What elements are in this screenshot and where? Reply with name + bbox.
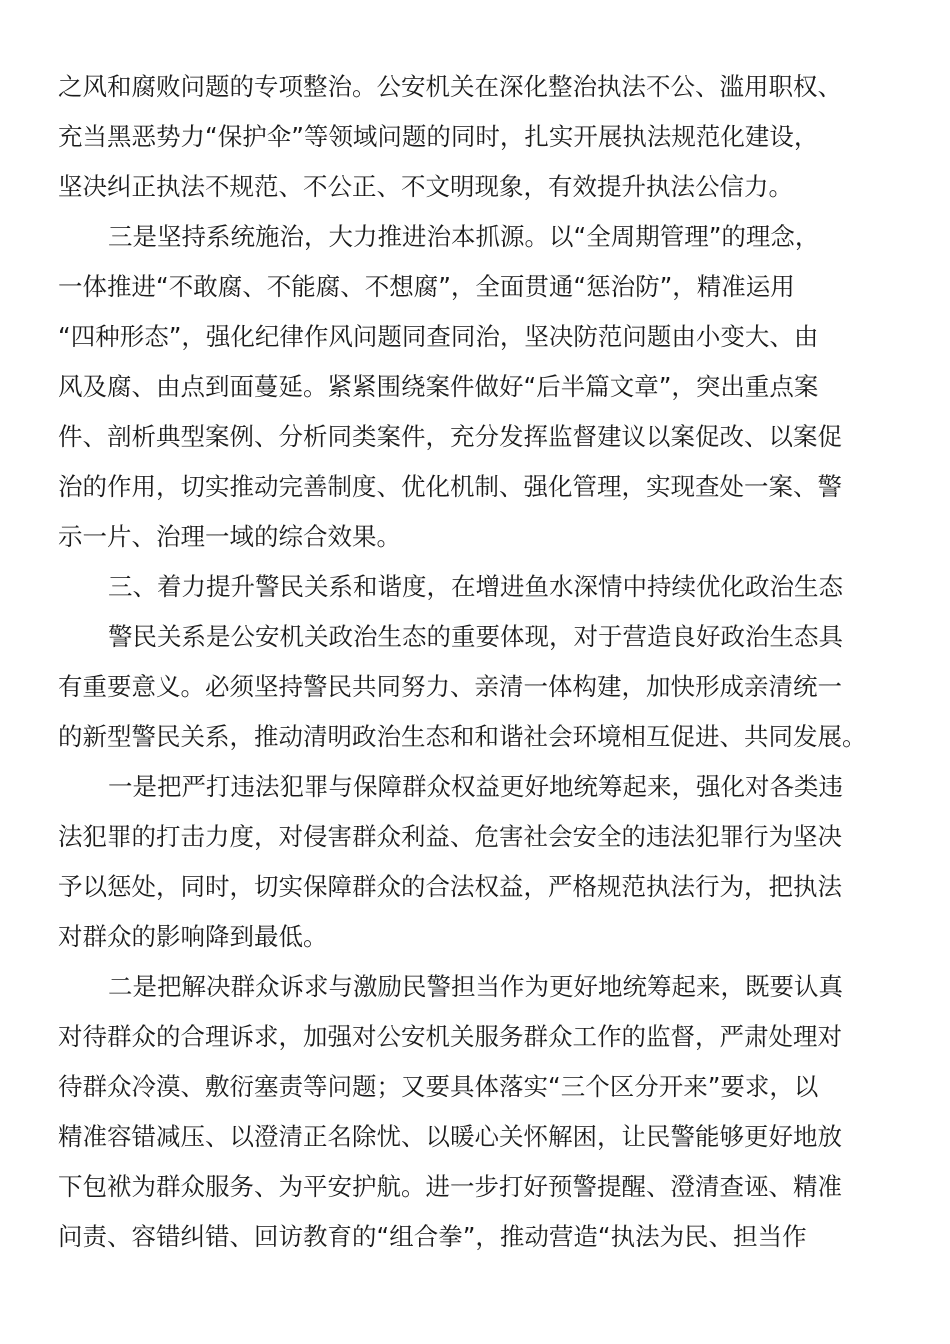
text-line: 一是把严打违法犯罪与保障群众权益更好地统筹起来，强化对各类违 <box>108 772 843 801</box>
text-line: 下包袱为群众服务、为平安护航。进一步打好预警提醒、澄清查诬、精准 <box>58 1172 842 1201</box>
text-line: 予以惩处，同时，切实保障群众的合法权益，严格规范执法行为，把执法 <box>58 872 842 901</box>
text-line: 有重要意义。必须坚持警民共同努力、亲清一体构建，加快形成亲清统一 <box>58 672 842 701</box>
text-line: 治的作用，切实推动完善制度、优化机制、强化管理，实现查处一案、警 <box>58 472 842 501</box>
document-body <box>58 62 888 1262</box>
text-line: 问责、容错纠错、回访教育的“组合拳”，推动营造“执法为民、担当作 <box>58 1222 807 1251</box>
text-line: 对群众的影响降到最低。 <box>58 922 328 951</box>
text-line: 充当黑恶势力“保护伞”等领域问题的同时，扎实开展执法规范化建设， <box>58 122 819 151</box>
text-line: “四种形态”，强化纪律作风问题同查同治，坚决防范问题由小变大、由 <box>58 322 819 351</box>
text-line: 对待群众的合理诉求，加强对公安机关服务群众工作的监督，严肃处理对 <box>58 1022 842 1051</box>
text-line: 待群众冷漠、敷衍塞责等问题；又要具体落实“三个区分开来”要求，以 <box>58 1072 819 1101</box>
text-line: 二是把解决群众诉求与激励民警担当作为更好地统筹起来，既要认真 <box>108 972 843 1001</box>
text-line: 法犯罪的打击力度，对侵害群众利益、危害社会安全的违法犯罪行为坚决 <box>58 822 842 851</box>
text-line: 件、剖析典型案例、分析同类案件，充分发挥监督建议以案促改、以案促 <box>58 422 842 451</box>
text-line: 的新型警民关系，推动清明政治生态和和谐社会环境相互促进、共同发展。 <box>58 722 867 751</box>
text-line: 三是坚持系统施治，大力推进治本抓源。以“全周期管理”的理念， <box>108 222 820 251</box>
text-line: 警民关系是公安机关政治生态的重要体现，对于营造良好政治生态具 <box>108 622 843 651</box>
text-line: 一体推进“不敢腐、不能腐、不想腐”，全面贯通“惩治防”，精准运用 <box>58 272 795 301</box>
text-line: 坚决纠正执法不规范、不公正、不文明现象，有效提升执法公信力。 <box>58 172 793 201</box>
text-line: 示一片、治理一域的综合效果。 <box>58 522 401 551</box>
text-line: 精准容错减压、以澄清正名除忧、以暖心关怀解困，让民警能够更好地放 <box>58 1122 842 1151</box>
text-line: 风及腐、由点到面蔓延。紧紧围绕案件做好“后半篇文章”，突出重点案 <box>58 372 819 401</box>
section-heading: 三、着力提升警民关系和谐度，在增进鱼水深情中持续优化政治生态 <box>108 572 843 601</box>
text-line: 之风和腐败问题的专项整治。公安机关在深化整治执法不公、滥用职权、 <box>58 72 842 101</box>
